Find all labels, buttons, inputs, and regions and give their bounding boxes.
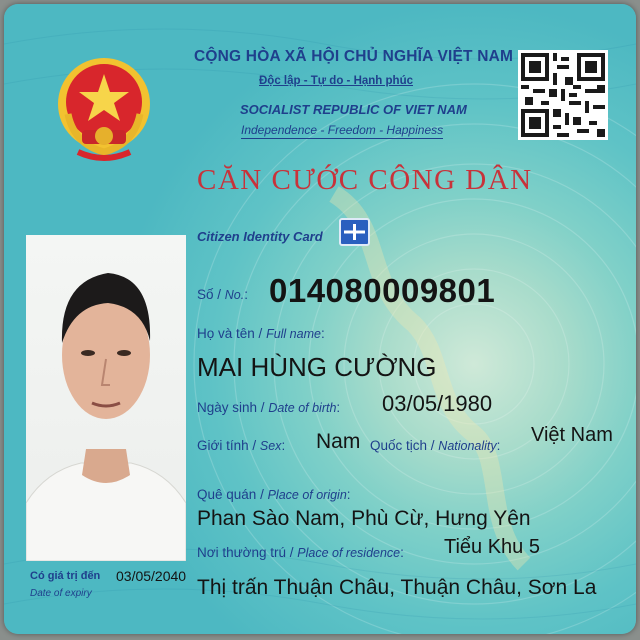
date-of-birth: 03/05/1980 (382, 391, 493, 416)
nationality-label: Quốc tịch / Nationality: (370, 438, 501, 453)
residence-label: Nơi thường trú / Place of residence: (197, 545, 404, 560)
place-of-origin: Phan Sào Nam, Phù Cừ, Hưng Yên (197, 507, 531, 530)
residence-line-2: Thị trấn Thuận Châu, Thuận Châu, Sơn La (197, 576, 597, 599)
country-name-en: SOCIALIST REPUBLIC OF VIET NAM (240, 102, 467, 117)
national-emblem-icon (54, 52, 154, 200)
motto-vi: Độc lập - Tự do - Hạnh phúc (259, 75, 413, 87)
expiry-label-en: Date of expiry (30, 588, 92, 599)
nationality-value: Việt Nam (531, 424, 613, 446)
card-chip-icon (339, 218, 370, 246)
qr-code-icon (518, 50, 608, 140)
expiry-date: 03/05/2040 (116, 568, 187, 584)
origin-label: Quê quán / Place of origin: (197, 487, 351, 502)
residence-line-1: Tiểu Khu 5 (444, 536, 540, 558)
card-title: CĂN CƯỚC CÔNG DÂN (197, 164, 533, 196)
full-name-label: Họ và tên / Full name: (197, 326, 325, 341)
number-label: Số / No.: (197, 287, 248, 302)
sex-label: Giới tính / Sex: (197, 438, 286, 453)
dob-label: Ngày sinh / Date of birth: (197, 400, 341, 415)
motto-en: Independence - Freedom - Happiness (241, 123, 444, 137)
card-subtitle: Citizen Identity Card (197, 229, 323, 244)
full-name: MAI HÙNG CƯỜNG (197, 352, 437, 382)
id-card (4, 4, 636, 634)
portrait-photo (26, 235, 186, 561)
id-number: 014080009801 (269, 272, 496, 309)
sex-value: Nam (316, 430, 361, 453)
expiry-label-vi: Có giá trị đến (30, 570, 101, 582)
country-name-vi: CỘNG HÒA XÃ HỘI CHỦ NGHĨA VIỆT NAM (194, 48, 514, 65)
